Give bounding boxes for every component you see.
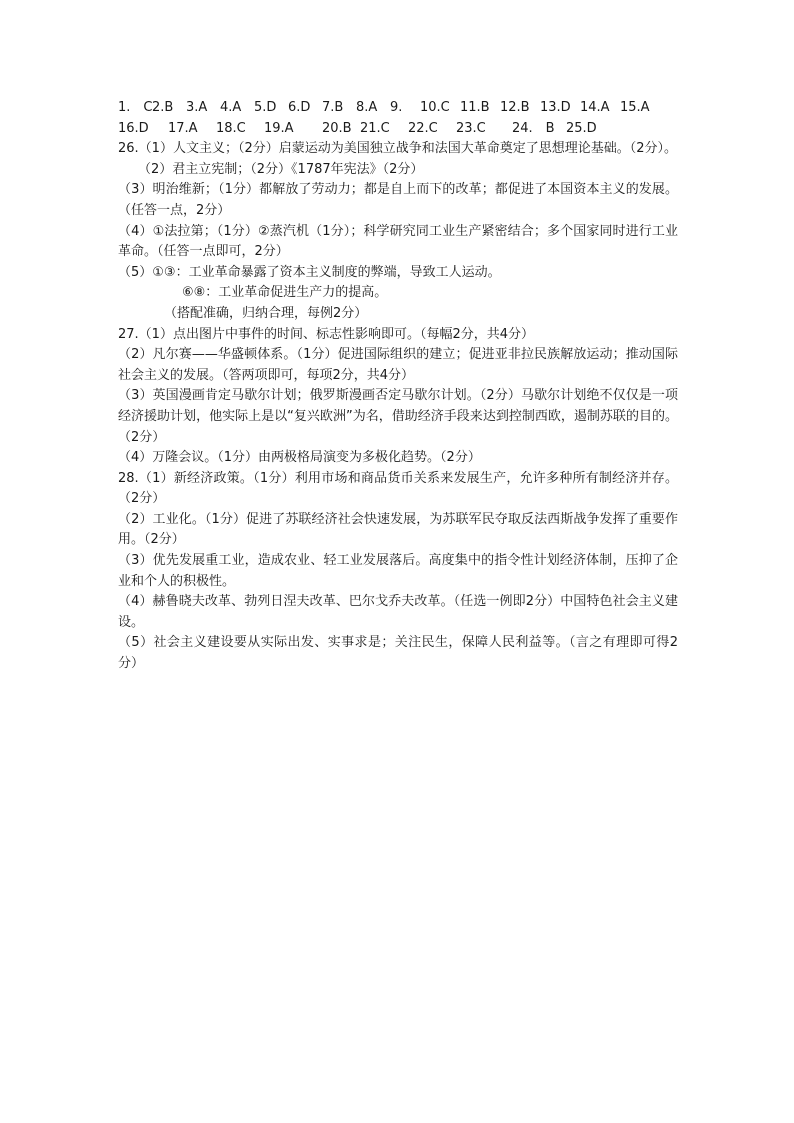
answer-26-5: （5）①③：工业革命暴露了资本主义制度的弊端，导致工人运动。 [118, 264, 501, 280]
answer-27-3: （3）英国漫画肯定马歇尔计划；俄罗斯漫画否定马歇尔计划。（2分）马歇尔计划绝不仅仅是一项经济援助计划，他实际上是以“复兴欧洲”为名，借助经济手段来达到控制西欧，遏制苏联的目的。（2分） [118, 388, 678, 445]
mc-answer: 5.D [254, 100, 277, 115]
mc-answer: 12.B [500, 100, 530, 115]
mc-answer: 1. C [118, 100, 153, 115]
mc-answer: 14.A [580, 100, 610, 115]
answer-key-page [118, 98, 678, 675]
mc-answer: 6.D [288, 100, 311, 115]
answer-28-3: （3）优先发展重工业，造成农业、轻工业发展落后。高度集中的指令性计划经济体制，压抑了企业和个人的积极性。 [118, 553, 678, 589]
mc-answer: 18.C [216, 120, 246, 136]
answer-28-2: （2）工业化。（1分）促进了苏联经济社会快速发展，为苏联军民夺取反法西斯战争发挥了重要作用。（2分） [118, 511, 678, 548]
mc-answer: 21.C [360, 120, 390, 136]
mc-answer: 15.A [620, 100, 650, 115]
mc-answer: 8.A [356, 100, 378, 115]
mc-answer: 19.A [264, 120, 294, 136]
answer-26-3: （3）明治维新；（1分）都解放了劳动力；都是自上而下的改革；都促进了本国资本主义的发展。（任答一点，2分） [118, 182, 678, 218]
answer-27-2: （2）凡尔赛——华盛顿体系。（1分）促进国际组织的建立；促进亚非拉民族解放运动；推动国际社会主义的发展。（答两项即可，每项2分，共4分） [118, 347, 678, 383]
mc-answer: 2.B [152, 100, 174, 115]
mc-answers-row-1 [118, 98, 678, 119]
mc-answer: 22.C [408, 120, 438, 136]
mc-answer: 17.A [168, 120, 198, 136]
answer-28-4: （4）赫鲁晓夫改革、勃列日涅夫改革、巴尔戈乔夫改革。（任选一例即2分）中国特色社会主义建设。 [118, 594, 678, 630]
mc-answer: 23.C [456, 120, 486, 136]
answer-28-1: 28.（1）新经济政策。（1分）利用市场和商品货币关系来发展生产，允许多种所有制经济并存。（2分） [118, 470, 678, 507]
mc-answer: 11.B [460, 100, 490, 115]
answer-28-5: （5）社会主义建设要从实际出发、实事求是；关注民生，保障人民利益等。（言之有理即可得2分） [118, 635, 678, 672]
answer-26-4: （4）①法拉第；（1分）②蒸汽机（1分）；科学研究同工业生产紧密结合；多个国家同时进行工业革命。（任答一点即可，2分） [118, 223, 678, 260]
mc-answer: 7.B [322, 100, 344, 115]
mc-answer: 20.B [322, 120, 352, 136]
mc-answer: 9. [390, 100, 403, 115]
mc-answer: 4.A [220, 100, 242, 115]
answer-26-2: （2）君主立宪制；（2分）《1787年宪法》（2分） [138, 161, 424, 177]
answer-26-5-second: ⑥⑧：工业革命促进生产力的提高。 [182, 285, 388, 301]
mc-answer: 25.D [566, 120, 597, 136]
mc-answer: 24. B [512, 120, 555, 136]
mc-answers-row-2 [118, 119, 678, 140]
answer-26-1: 26.（1）人文主义；（2分）启蒙运动为美国独立战争和法国大革命奠定了思想理论基础。（2分）。 [118, 141, 677, 157]
mc-answer: 13.D [540, 100, 571, 115]
mc-answer: 16.D [118, 120, 149, 136]
answer-26-5-note: （搭配准确，归纳合理，每例2分） [164, 305, 368, 321]
answer-27-1: 27.（1）点出图片中事件的时间、标志性影响即可。（每幅2分，共4分） [118, 326, 534, 342]
mc-answer: 10.C [420, 100, 450, 115]
answer-27-4: （4）万隆会议。（1分）由两极格局演变为多极化趋势。（2分） [118, 450, 481, 466]
mc-answer: 3.A [186, 100, 208, 115]
